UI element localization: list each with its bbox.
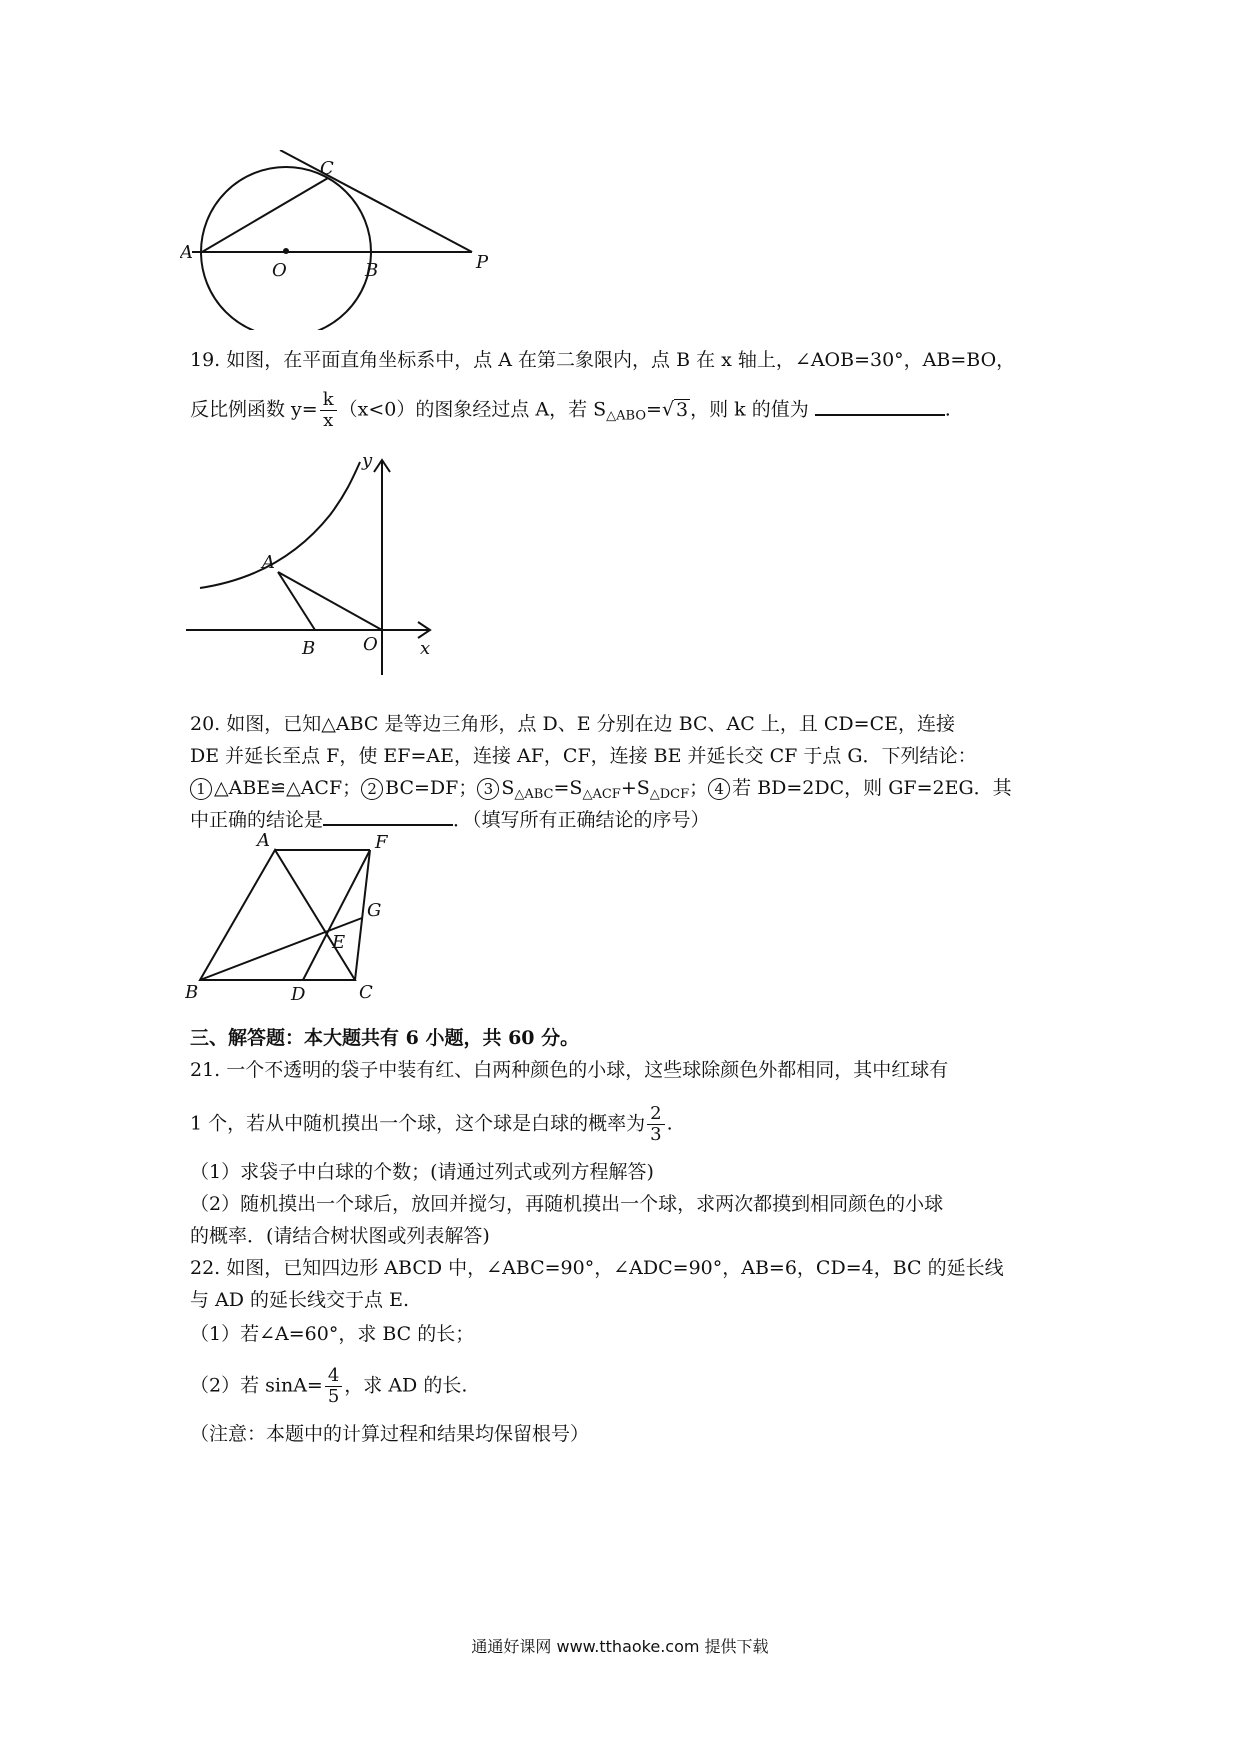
q20-line3 [190,774,1012,809]
center-dot [283,248,289,254]
q20-t3s3: △DCF [649,787,690,802]
label-c: C [320,158,334,179]
label-e: E [332,932,346,953]
q22-part1: （1）若∠A=60°，求 BC 的长； [190,1323,475,1345]
q19-answer-blank[interactable] [815,396,945,416]
q20-t1: △ABE≌△ACF； [214,777,362,799]
label-y: y [362,450,373,471]
q21-part2: （2）随机摸出一个球后，放回并搅匀，再随机摸出一个球，求两次都摸到相同颜色的小球 [190,1193,944,1215]
label-o: O [363,634,378,655]
q20-answer-blank[interactable] [323,806,453,826]
q22-text-b: ，求 AD 的长. [344,1374,468,1397]
q20-t3c: +S [620,777,650,799]
q20-circle-1: 1 [190,778,212,800]
q22-frac-num: 4 [325,1366,342,1387]
label-x: x [420,638,431,659]
q21-text-b: . [666,1112,673,1135]
q22-fraction [325,1366,342,1407]
q20-text-a: 中正确的结论是 [190,809,324,831]
q19-line2: 反比例函数 y= $\frac{k}{x}$ （x<0）的图象经过点 A，若 $S_{\triangle ABO}=√$ 3 ，则 k 的值为 . [190,389,951,431]
q22-text-a: （2）若 sinA= [190,1374,323,1397]
label-b: B [302,638,316,659]
segment-ao [278,572,382,630]
q19-text-d: ，则 k 的值为 [690,398,809,421]
label-b: B [185,982,199,1000]
q21-part2b: 的概率．(请结合树状图或列表解答) [190,1225,490,1247]
q22-part2 [190,1366,467,1407]
q19-text-e: . [944,398,951,421]
figure-18-circle-tangent [180,150,500,330]
section-3-heading: 三、解答题：本大题共有 6 小题，共 60 分。 [190,1027,580,1049]
q21-line2 [190,1104,673,1145]
q21-frac-den: 3 [650,1124,662,1145]
q20-circle-3: 3 [477,778,499,800]
label-a: A [262,552,275,573]
q19-line1: 19. 如图，在平面直角坐标系中，点 A 在第二象限内，点 B 在 x 轴上，∠AOB=30°，AB=BO， [190,349,1016,371]
q20-line1: 20. 如图，已知△ABC 是等边三角形，点 D、E 分别在边 BC、AC 上，且 CD=CE，连接 [190,713,955,735]
q20-text-b: ．（填写所有正确结论的序号） [453,809,710,831]
segment-df [303,850,370,980]
q22-note: （注意：本题中的计算过程和结果均保留根号） [190,1423,590,1445]
triangle-abc [200,850,355,980]
q20-circle-4: 4 [708,778,730,800]
q21-frac-num: 2 [647,1104,664,1125]
label-c: C [359,982,373,1000]
q21-text-a: 1 个，若从中随机摸出一个球，这个球是白球的概率为 [190,1112,646,1135]
q21-line1: 21. 一个不透明的袋子中装有红、白两种颜色的小球，这些球除颜色外都相同，其中红球有 [190,1059,949,1081]
q19-fraction [320,390,337,431]
q20-t3b: =S [553,777,583,799]
q19-sqrt: 3 [676,398,689,421]
q20-line2: DE 并延长至点 F，使 EF=AE，连接 AF，CF，连接 BE 并延长交 CF 于点 G．下列结论： [190,745,977,767]
q21-fraction [647,1104,664,1145]
q20-circle-2: 2 [361,778,383,800]
q22-frac-den: 5 [327,1386,340,1407]
q21-part1: （1）求袋子中白球的个数；(请通过列式或列方程解答) [190,1161,654,1183]
label-p: P [476,252,489,273]
segment-ab [278,572,315,630]
line-ac [202,178,328,252]
q22-line1: 22. 如图，已知四边形 ABCD 中，∠ABC=90°，∠ADC=90°，AB=6，CD=4，BC 的延长线 [190,1257,1004,1279]
q19-text-c: = [646,398,662,421]
q19-text-b: （x<0）的图象经过点 A，若 S [338,398,607,421]
q20-t3a: S [501,777,515,799]
figure-19-coordinate-graph [180,450,440,680]
q20-t3s1: △ABC [514,787,554,802]
figure-20-triangle [185,830,415,1000]
label-f: F [375,832,388,853]
hyperbola-curve [200,462,360,588]
q20-t2: BC=DF； [385,777,478,799]
q20-t3d: ； [689,777,709,799]
q19-frac-num: k [320,390,337,411]
label-d: D [291,984,306,1000]
q19-frac-den: x [323,410,334,431]
line-tangent-cp [280,150,472,252]
label-b: B [365,260,379,281]
q20-t3s2: △ACF [582,787,621,802]
q22-line2: 与 AD 的延长线交于点 E. [190,1289,409,1311]
page-footer: 通通好课网 www.tthaoke.com 提供下载 [471,1637,769,1656]
q19-sub: △ABO [606,408,647,424]
label-a: A [257,830,270,851]
label-a: A [180,242,193,263]
label-o: O [272,260,287,281]
q20-t4: 若 BD=2DC，则 GF=2EG．其 [732,777,1012,799]
q19-text-a: 反比例函数 y= [190,398,318,421]
label-g: G [367,900,382,921]
